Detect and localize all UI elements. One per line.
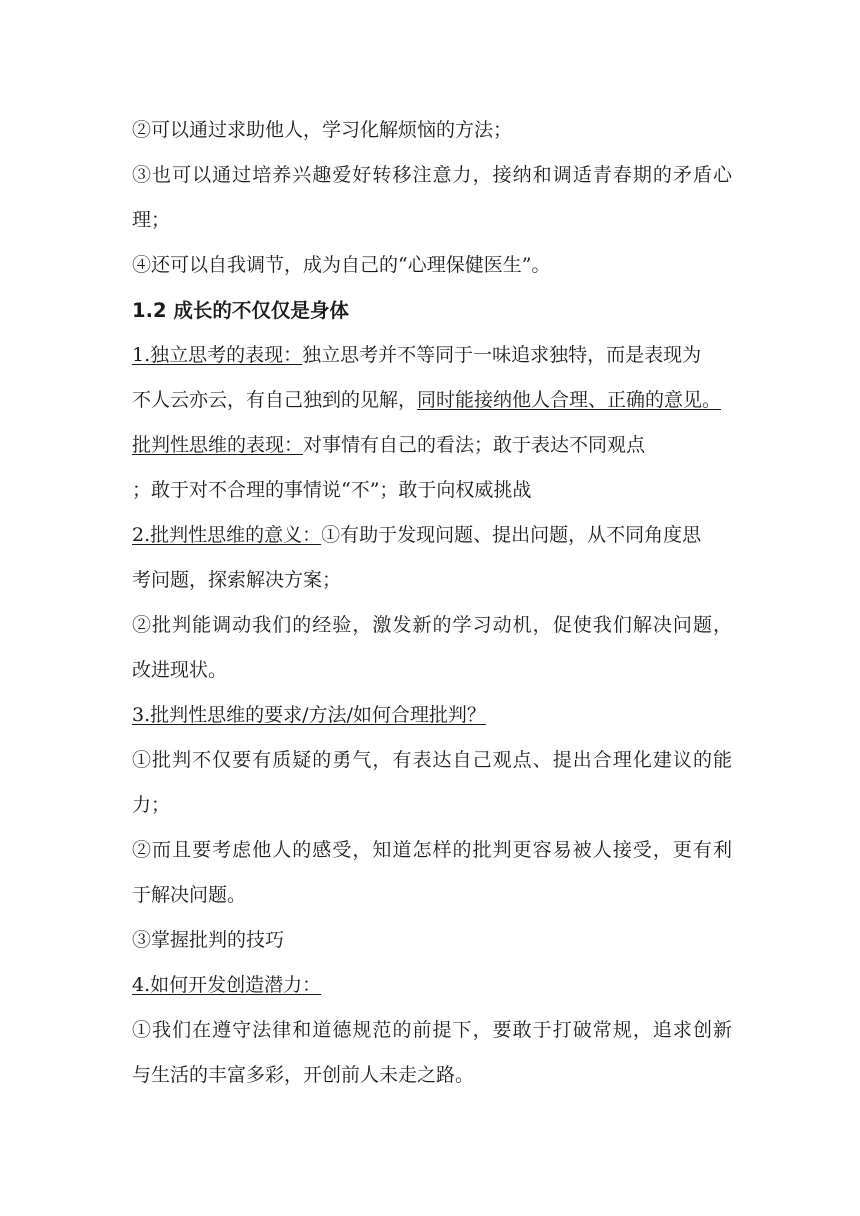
point-label: 4.如何开发创造潜力： (132, 974, 322, 996)
point-label: 批判性思维的表现： (132, 434, 304, 456)
text-line: ；敢于对不合理的事情说“不”；敢于向权威挑战 (132, 479, 532, 501)
text-line (132, 963, 732, 1008)
text-line: 理； (132, 209, 171, 231)
text-line: ②批判能调动我们的经验，激发新的学习动机，促使我们解决问题， (132, 614, 732, 636)
point-text: 对事情有自己的看法；敢于表达不同观点 (303, 434, 646, 456)
point-text: 独立思考并不等同于一味追求独特，而是表现为 (302, 344, 702, 366)
text-line: 考问题，探索解决方案； (132, 569, 342, 591)
underlined-text: 同时能接纳他人合理、正确的意见。 (417, 389, 722, 411)
text-line (132, 693, 732, 738)
text-line: 与生活的丰富多彩，开创前人未走之路。 (132, 1064, 475, 1086)
text-line: 力； (132, 794, 171, 816)
text-line: ①批判不仅要有质疑的勇气，有表达自己观点、提出合理化建议的能 (132, 749, 732, 771)
text-line (132, 333, 732, 378)
text-line: 于解决问题。 (132, 884, 247, 906)
text-line (132, 513, 732, 558)
document-body (132, 108, 732, 1098)
point-label: 1.独立思考的表现： (132, 344, 303, 366)
text-line: 改进现状。 (132, 659, 228, 681)
point-label: 2.批判性思维的意义： (132, 524, 322, 546)
point-text: ①有助于发现问题、提出问题，从不同角度思 (321, 524, 702, 546)
section-heading: 1.2 成长的不仅仅是身体 (132, 299, 349, 322)
text-line: ③也可以通过培养兴趣爱好转移注意力，接纳和调适青春期的矛盾心 (132, 164, 732, 186)
text-line: ①我们在遵守法律和道德规范的前提下，要敢于打破常规，追求创新 (132, 1019, 732, 1041)
text-line: ④还可以自我调节，成为自己的“心理保健医生”。 (132, 254, 551, 276)
point-label: 3.批判性思维的要求/方法/如何合理批判？ (132, 704, 486, 726)
point-text: 不人云亦云，有自己独到的见解， (132, 389, 418, 411)
text-line (132, 378, 732, 423)
text-line: ②而且要考虑他人的感受，知道怎样的批判更容易被人接受，更有利 (132, 839, 732, 861)
text-line: ③掌握批判的技巧 (132, 929, 285, 951)
text-line (132, 423, 732, 468)
text-line: ②可以通过求助他人，学习化解烦恼的方法； (132, 119, 513, 141)
